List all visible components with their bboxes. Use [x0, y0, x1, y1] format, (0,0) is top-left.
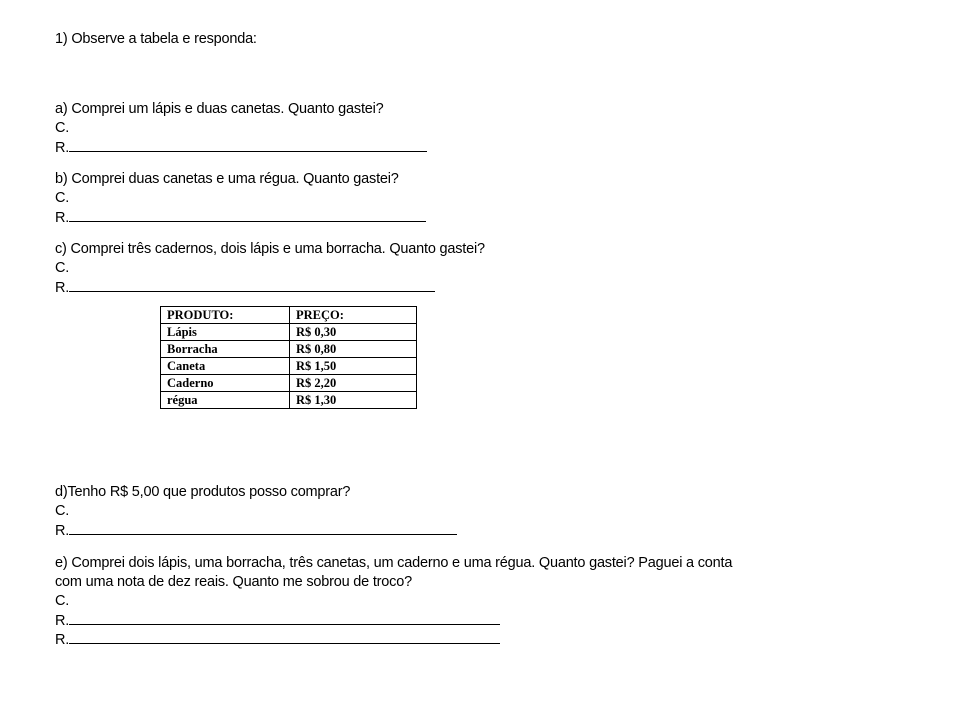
table-row: [161, 375, 417, 392]
question-a: a) Comprei um lápis e duas canetas. Quanto gastei?: [55, 101, 384, 117]
question-d: d)Tenho R$ 5,00 que produtos posso comprar?: [55, 484, 351, 500]
question-c-calc-label: C.: [55, 260, 70, 276]
question-d-answer-line: [69, 521, 457, 535]
question-d-answer: [55, 521, 457, 540]
table-cell-product: Caneta: [161, 358, 290, 375]
question-e-line-1: e) Comprei dois lápis, uma borracha, três canetas, um caderno e uma régua. Quanto gastei? Paguei a conta: [55, 555, 733, 571]
question-e-answer-1-line: [69, 611, 500, 625]
question-e-answer-1-label: R.: [55, 613, 70, 629]
question-b-answer-line: [69, 208, 426, 222]
table-header-row: [161, 307, 417, 324]
table-header-price: PREÇO:: [290, 307, 417, 324]
question-c-answer: [55, 278, 435, 297]
exercise-title: 1) Observe a tabela e responda:: [55, 31, 257, 47]
question-c-answer-label: R.: [55, 280, 70, 296]
question-a-calc-label: C.: [55, 120, 70, 136]
table-cell-product: Lápis: [161, 324, 290, 341]
question-d-calc-label: C.: [55, 503, 70, 519]
question-b-answer-label: R.: [55, 210, 70, 226]
question-a-answer-label: R.: [55, 140, 70, 156]
question-b-calc-label: C.: [55, 190, 70, 206]
question-e-answer-2: [55, 630, 500, 649]
table-cell-price: R$ 0,30: [290, 324, 417, 341]
question-b-answer: [55, 208, 426, 227]
price-table: [160, 306, 417, 409]
question-b: b) Comprei duas canetas e uma régua. Quanto gastei?: [55, 171, 399, 187]
question-d-answer-label: R.: [55, 523, 70, 539]
question-e-answer-1: [55, 611, 500, 630]
table-row: [161, 392, 417, 409]
table-cell-price: R$ 1,50: [290, 358, 417, 375]
table-row: [161, 341, 417, 358]
question-c: c) Comprei três cadernos, dois lápis e uma borracha. Quanto gastei?: [55, 241, 485, 257]
table-cell-product: régua: [161, 392, 290, 409]
question-e-calc-label: C.: [55, 593, 70, 609]
question-e-answer-2-line: [69, 630, 500, 644]
table-cell-price: R$ 0,80: [290, 341, 417, 358]
table-cell-product: Caderno: [161, 375, 290, 392]
question-e-answer-2-label: R.: [55, 632, 70, 648]
table-cell-price: R$ 1,30: [290, 392, 417, 409]
table-cell-price: R$ 2,20: [290, 375, 417, 392]
table-header-product: PRODUTO:: [161, 307, 290, 324]
question-a-answer: [55, 138, 427, 157]
table-row: [161, 358, 417, 375]
question-a-answer-line: [69, 138, 427, 152]
table-row: [161, 324, 417, 341]
question-e-line-2: com uma nota de dez reais. Quanto me sobrou de troco?: [55, 574, 412, 590]
table-cell-product: Borracha: [161, 341, 290, 358]
question-c-answer-line: [69, 278, 435, 292]
